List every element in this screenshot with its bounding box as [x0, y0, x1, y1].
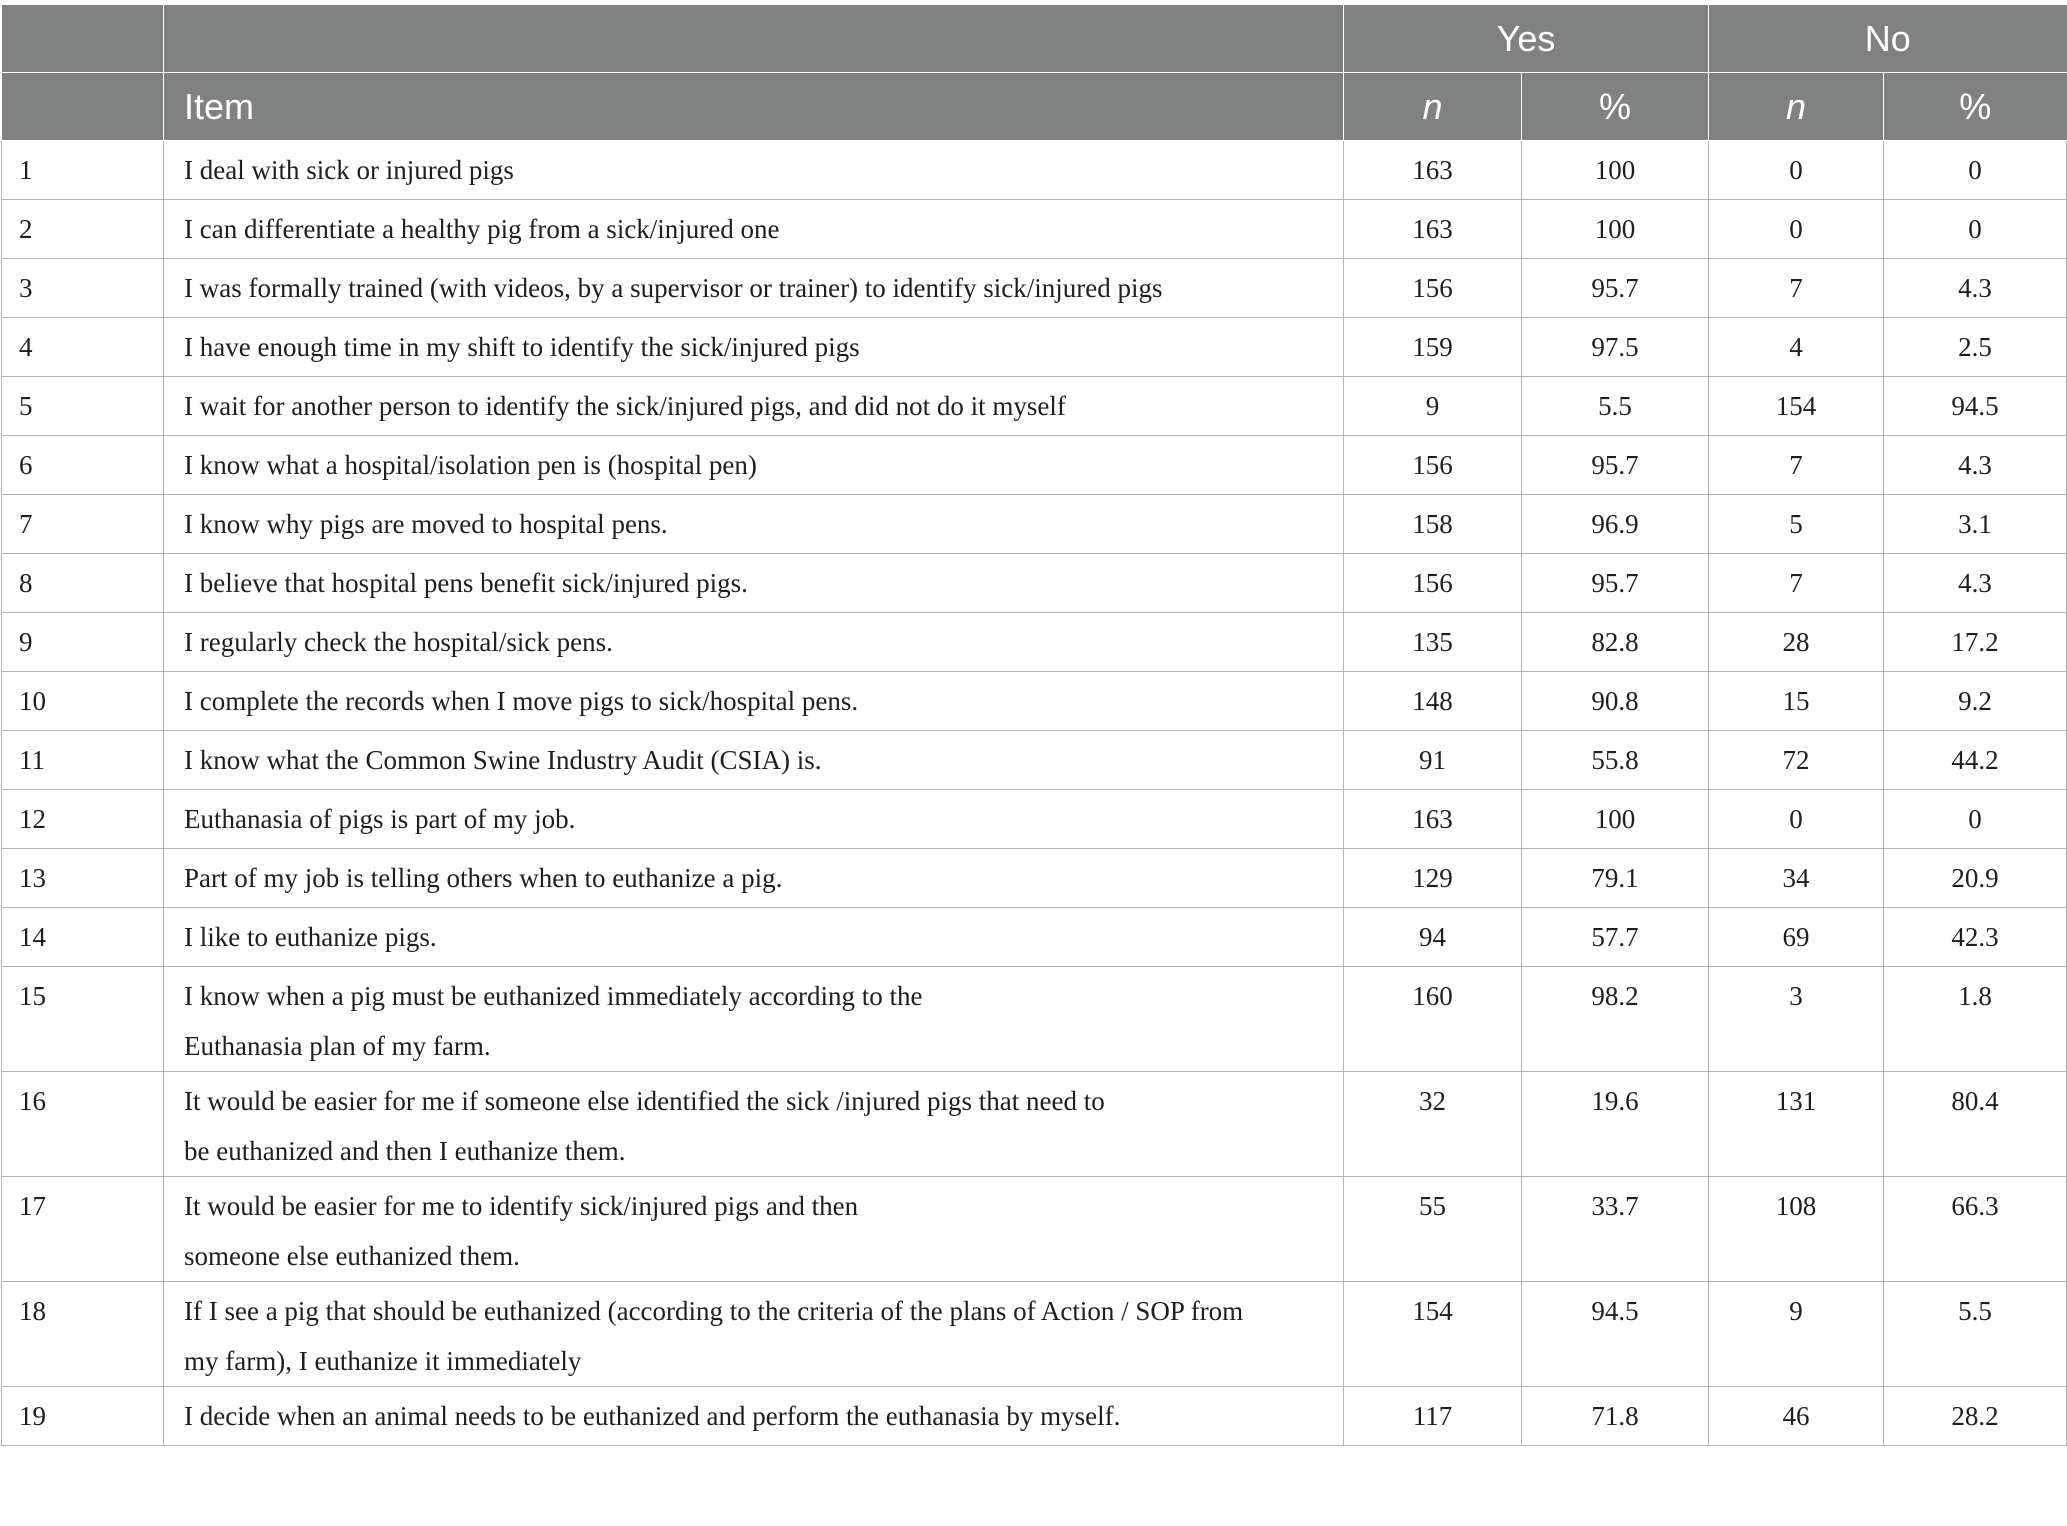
yes-pct-cell: 79.1 — [1522, 849, 1709, 908]
table-row — [2, 908, 2067, 967]
no-n-cell: 34 — [1709, 849, 1884, 908]
yes-pct-cell: 96.9 — [1522, 495, 1709, 554]
no-n-cell: 0 — [1709, 141, 1884, 200]
row-item — [164, 1072, 1344, 1177]
no-pct-cell: 42.3 — [1884, 908, 2067, 967]
header-group-yes: Yes — [1344, 5, 1709, 73]
table-row — [2, 259, 2067, 318]
row-index: 15 — [2, 967, 164, 1072]
no-pct-cell: 44.2 — [1884, 731, 2067, 790]
row-item — [164, 436, 1344, 495]
no-n-cell: 5 — [1709, 495, 1884, 554]
yes-n-cell: 156 — [1344, 554, 1522, 613]
header-no-pct: % — [1884, 73, 2067, 141]
no-n-cell: 131 — [1709, 1072, 1884, 1177]
no-pct-cell: 66.3 — [1884, 1177, 2067, 1282]
row-index: 12 — [2, 790, 164, 849]
no-pct-cell: 9.2 — [1884, 672, 2067, 731]
yes-pct-cell: 90.8 — [1522, 672, 1709, 731]
header-blank-item — [164, 5, 1344, 73]
row-index: 9 — [2, 613, 164, 672]
no-n-cell: 72 — [1709, 731, 1884, 790]
yes-n-cell: 91 — [1344, 731, 1522, 790]
yes-pct-cell: 95.7 — [1522, 259, 1709, 318]
row-item — [164, 790, 1344, 849]
row-index: 18 — [2, 1282, 164, 1387]
row-item-line: Euthanasia of pigs is part of my job. — [184, 804, 576, 834]
table-row — [2, 377, 2067, 436]
row-item — [164, 141, 1344, 200]
no-pct-cell: 4.3 — [1884, 259, 2067, 318]
no-pct-cell: 20.9 — [1884, 849, 2067, 908]
row-item-line: I complete the records when I move pigs to sick/hospital pens. — [184, 686, 859, 716]
no-n-cell: 69 — [1709, 908, 1884, 967]
row-item-line: I was formally trained (with videos, by a supervisor or trainer) to identify sick/injured pigs — [184, 273, 1163, 303]
header-no-n: n — [1709, 73, 1884, 141]
yes-pct-cell: 100 — [1522, 200, 1709, 259]
row-item — [164, 1282, 1344, 1387]
table-row — [2, 967, 2067, 1072]
row-item-line: I know why pigs are moved to hospital pens. — [184, 509, 668, 539]
row-item — [164, 967, 1344, 1072]
row-index: 10 — [2, 672, 164, 731]
yes-pct-cell: 95.7 — [1522, 554, 1709, 613]
yes-n-cell: 158 — [1344, 495, 1522, 554]
no-pct-cell: 0 — [1884, 141, 2067, 200]
yes-pct-cell: 33.7 — [1522, 1177, 1709, 1282]
row-index: 6 — [2, 436, 164, 495]
row-item-line: my farm), I euthanize it immediately — [184, 1346, 582, 1376]
row-item-line: I can differentiate a healthy pig from a sick/injured one — [184, 214, 780, 244]
yes-n-cell: 55 — [1344, 1177, 1522, 1282]
no-pct-cell: 4.3 — [1884, 554, 2067, 613]
row-index: 1 — [2, 141, 164, 200]
yes-pct-cell: 95.7 — [1522, 436, 1709, 495]
row-item-line: It would be easier for me if someone else identified the sick /injured pigs that need to — [184, 1086, 1105, 1116]
no-pct-cell: 80.4 — [1884, 1072, 2067, 1177]
row-index: 14 — [2, 908, 164, 967]
yes-n-cell: 129 — [1344, 849, 1522, 908]
yes-n-cell: 163 — [1344, 141, 1522, 200]
row-index: 11 — [2, 731, 164, 790]
row-item-line: It would be easier for me to identify sick/injured pigs and then — [184, 1191, 859, 1221]
row-item-line: I believe that hospital pens benefit sick/injured pigs. — [184, 568, 748, 598]
header-group-no: No — [1709, 5, 2067, 73]
yes-n-cell: 163 — [1344, 790, 1522, 849]
no-n-cell: 108 — [1709, 1177, 1884, 1282]
header-yes-pct: % — [1522, 73, 1709, 141]
row-item — [164, 200, 1344, 259]
row-index: 4 — [2, 318, 164, 377]
row-item-line: I decide when an animal needs to be euthanized and perform the euthanasia by myself. — [184, 1401, 1121, 1431]
yes-n-cell: 94 — [1344, 908, 1522, 967]
table-row — [2, 141, 2067, 200]
table-row — [2, 495, 2067, 554]
yes-pct-cell: 98.2 — [1522, 967, 1709, 1072]
no-pct-cell: 0 — [1884, 790, 2067, 849]
header-index — [2, 73, 164, 141]
no-pct-cell: 0 — [1884, 200, 2067, 259]
row-item-line: I know what a hospital/isolation pen is (hospital pen) — [184, 450, 757, 480]
row-item — [164, 1387, 1344, 1446]
yes-pct-cell: 71.8 — [1522, 1387, 1709, 1446]
header-column-row — [2, 73, 2067, 141]
table-row — [2, 554, 2067, 613]
row-item-line: I regularly check the hospital/sick pens. — [184, 627, 613, 657]
no-n-cell: 3 — [1709, 967, 1884, 1072]
yes-n-cell: 156 — [1344, 436, 1522, 495]
no-pct-cell: 1.8 — [1884, 967, 2067, 1072]
row-item — [164, 377, 1344, 436]
row-index: 16 — [2, 1072, 164, 1177]
row-item — [164, 613, 1344, 672]
yes-pct-cell: 19.6 — [1522, 1072, 1709, 1177]
row-index: 3 — [2, 259, 164, 318]
yes-n-cell: 154 — [1344, 1282, 1522, 1387]
header-group-row — [2, 5, 2067, 73]
yes-n-cell: 163 — [1344, 200, 1522, 259]
row-item-line: I wait for another person to identify the sick/injured pigs, and did not do it myself — [184, 391, 1066, 421]
no-pct-cell: 2.5 — [1884, 318, 2067, 377]
row-item — [164, 259, 1344, 318]
yes-pct-cell: 94.5 — [1522, 1282, 1709, 1387]
header-item: Item — [164, 73, 1344, 141]
row-index: 19 — [2, 1387, 164, 1446]
header-yes-n: n — [1344, 73, 1522, 141]
table-row — [2, 1282, 2067, 1387]
yes-n-cell: 160 — [1344, 967, 1522, 1072]
no-n-cell: 46 — [1709, 1387, 1884, 1446]
header-blank-index — [2, 5, 164, 73]
no-pct-cell: 94.5 — [1884, 377, 2067, 436]
yes-pct-cell: 97.5 — [1522, 318, 1709, 377]
row-item — [164, 731, 1344, 790]
yes-pct-cell: 82.8 — [1522, 613, 1709, 672]
row-item-line: Euthanasia plan of my farm. — [184, 1031, 491, 1061]
row-item-line: I deal with sick or injured pigs — [184, 155, 514, 185]
row-item-line: someone else euthanized them. — [184, 1241, 520, 1271]
no-n-cell: 7 — [1709, 436, 1884, 495]
row-item — [164, 495, 1344, 554]
yes-pct-cell: 100 — [1522, 790, 1709, 849]
table-row — [2, 613, 2067, 672]
yes-n-cell: 117 — [1344, 1387, 1522, 1446]
yes-n-cell: 32 — [1344, 1072, 1522, 1177]
table-row — [2, 436, 2067, 495]
table-row — [2, 672, 2067, 731]
yes-n-cell: 148 — [1344, 672, 1522, 731]
no-n-cell: 7 — [1709, 554, 1884, 613]
no-n-cell: 154 — [1709, 377, 1884, 436]
row-item-line: If I see a pig that should be euthanized (according to the criteria of the plans of Action / SOP from — [184, 1296, 1244, 1326]
yes-n-cell: 135 — [1344, 613, 1522, 672]
table-row — [2, 1072, 2067, 1177]
table-row — [2, 1177, 2067, 1282]
row-item — [164, 1177, 1344, 1282]
no-n-cell: 0 — [1709, 790, 1884, 849]
table-row — [2, 200, 2067, 259]
row-index: 2 — [2, 200, 164, 259]
table-row — [2, 849, 2067, 908]
no-n-cell: 7 — [1709, 259, 1884, 318]
table-row — [2, 318, 2067, 377]
row-item — [164, 908, 1344, 967]
row-item — [164, 318, 1344, 377]
table-row — [2, 1387, 2067, 1446]
row-index: 17 — [2, 1177, 164, 1282]
survey-results-table — [1, 5, 2067, 1446]
no-n-cell: 28 — [1709, 613, 1884, 672]
table-body — [2, 141, 2067, 1446]
row-item — [164, 849, 1344, 908]
no-pct-cell: 28.2 — [1884, 1387, 2067, 1446]
no-n-cell: 9 — [1709, 1282, 1884, 1387]
row-item-line: I know when a pig must be euthanized immediately according to the — [184, 981, 923, 1011]
no-pct-cell: 5.5 — [1884, 1282, 2067, 1387]
table-header — [2, 5, 2067, 141]
row-index: 13 — [2, 849, 164, 908]
table-row — [2, 731, 2067, 790]
row-item-line: I know what the Common Swine Industry Audit (CSIA) is. — [184, 745, 822, 775]
no-n-cell: 4 — [1709, 318, 1884, 377]
yes-pct-cell: 100 — [1522, 141, 1709, 200]
yes-n-cell: 9 — [1344, 377, 1522, 436]
row-item-line: I like to euthanize pigs. — [184, 922, 437, 952]
yes-n-cell: 156 — [1344, 259, 1522, 318]
no-n-cell: 15 — [1709, 672, 1884, 731]
table-row — [2, 790, 2067, 849]
no-n-cell: 0 — [1709, 200, 1884, 259]
row-item-line: be euthanized and then I euthanize them. — [184, 1136, 626, 1166]
yes-n-cell: 159 — [1344, 318, 1522, 377]
row-item — [164, 554, 1344, 613]
row-item-line: Part of my job is telling others when to euthanize a pig. — [184, 863, 783, 893]
row-index: 5 — [2, 377, 164, 436]
row-item-line: I have enough time in my shift to identify the sick/injured pigs — [184, 332, 860, 362]
no-pct-cell: 17.2 — [1884, 613, 2067, 672]
no-pct-cell: 3.1 — [1884, 495, 2067, 554]
row-index: 8 — [2, 554, 164, 613]
yes-pct-cell: 55.8 — [1522, 731, 1709, 790]
no-pct-cell: 4.3 — [1884, 436, 2067, 495]
yes-pct-cell: 57.7 — [1522, 908, 1709, 967]
row-item — [164, 672, 1344, 731]
row-index: 7 — [2, 495, 164, 554]
yes-pct-cell: 5.5 — [1522, 377, 1709, 436]
